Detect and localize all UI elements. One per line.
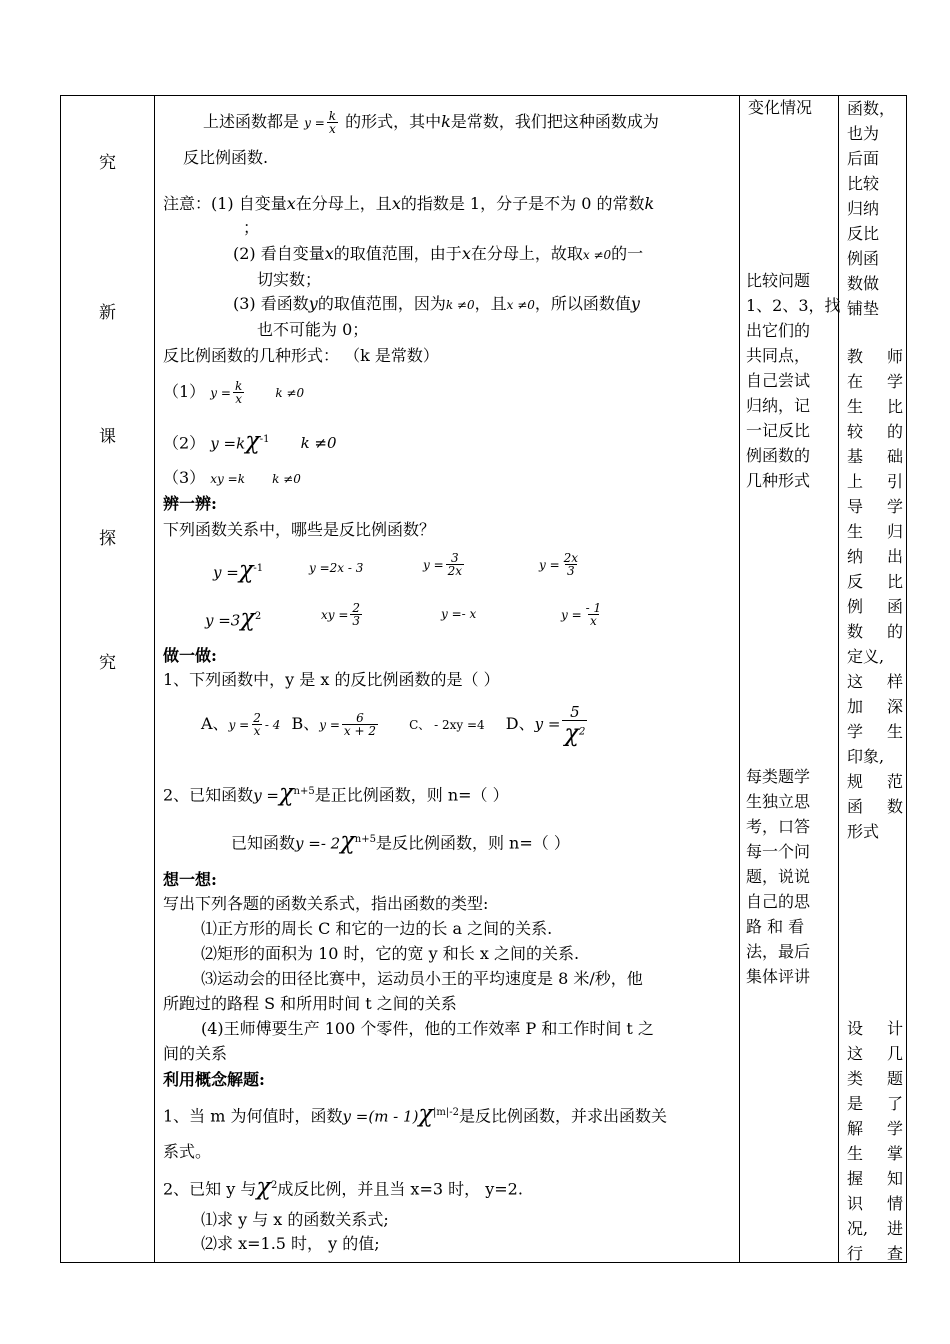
text-fragment: x [286, 194, 296, 213]
intro-line [203, 106, 659, 139]
text-fragment: 在分母上，故取 [470, 244, 583, 263]
text-fragment: 函数， [847, 99, 896, 118]
text-fragment: |m|-2 [432, 1107, 459, 1118]
text-fragment: B、 [291, 714, 320, 733]
text-fragment: 生 [847, 397, 864, 416]
text-fragment: （1） [163, 382, 206, 401]
text-fragment: 的取值范围，由于 [333, 244, 462, 263]
text-fragment: 进 [886, 1219, 903, 1238]
bian-expr-1 [213, 554, 263, 587]
justified-line [847, 444, 903, 469]
justified-line [847, 1191, 903, 1216]
text-fragment: 这 [847, 672, 864, 691]
section-char: 新 [99, 303, 116, 323]
text-fragment: y =- 2 [295, 834, 341, 853]
justified-line [847, 369, 903, 394]
heading-bianyibian: 辨一辨: [163, 494, 217, 513]
text-fragment: 几 [886, 1044, 903, 1063]
note-2-line-2: 切实数； [257, 270, 322, 289]
option-c: C、 - 2xy =4 [409, 718, 485, 732]
text-fragment: 2 [253, 711, 261, 725]
bian-expr-3 [423, 548, 466, 581]
text-fragment: 了 [886, 1094, 903, 1113]
text-fragment: 识 [847, 1194, 864, 1213]
fraction [584, 602, 604, 627]
text-fragment: 情 [886, 1194, 903, 1213]
text-fragment: -1 [253, 563, 264, 574]
text-fragment: n+5 [354, 834, 376, 845]
text-fragment: 数做 [847, 274, 880, 293]
text-fragment: 3 [567, 564, 575, 578]
text-fragment: 是正比例函数，则 n=（ ） [314, 785, 509, 805]
text-fragment: 自己尝试 [746, 371, 811, 390]
text-fragment: 归纳，记 [746, 396, 811, 415]
form-3 [163, 468, 301, 489]
text-fragment: 生 [847, 522, 864, 541]
justified-line [847, 469, 903, 494]
heading-xiangyixiang: 想一想: [163, 870, 217, 889]
text-fragment: y = [253, 786, 279, 805]
option-d [505, 702, 590, 747]
text-fragment: y =(m - 1) [342, 1107, 419, 1126]
justified-line [847, 719, 903, 744]
fraction [350, 602, 362, 627]
text-fragment: （3） [163, 468, 206, 487]
text-fragment: 例函 [847, 249, 880, 268]
justified-line [847, 544, 903, 569]
text-fragment: 2 [578, 726, 586, 738]
justified-line [847, 1116, 903, 1141]
text-fragment: χ [279, 778, 294, 807]
text-fragment: - 4 [264, 718, 281, 732]
justified-line [847, 1041, 903, 1066]
text-fragment: 学 [886, 1119, 903, 1138]
xiang-question: 写出下列各题的函数关系式，指出函数的类型: [163, 894, 489, 913]
text-fragment: x ≠0 [506, 298, 535, 312]
text-fragment: 2、已知函数 [163, 785, 254, 805]
text-fragment: 函 [886, 597, 903, 616]
text-fragment: 是 [847, 1094, 864, 1113]
text-fragment: 法，最后 [746, 942, 811, 961]
text-fragment: y =3 [205, 611, 241, 630]
note-1 [163, 194, 654, 214]
text-fragment: 注意：(1) 自变量 [163, 194, 287, 213]
text-fragment: 是反比例函数，则 n=（ ） [375, 833, 570, 853]
text-fragment: 成反比例，并且当 x=3 时， y=2. [277, 1179, 523, 1199]
justified-line [847, 1091, 903, 1116]
text-fragment: 的 [886, 422, 903, 441]
text-fragment: -1 [259, 434, 270, 445]
text-fragment: y = [319, 718, 340, 732]
text-fragment: k [234, 379, 243, 393]
justified-line [847, 419, 903, 444]
text-fragment: 加 [847, 697, 864, 716]
text-fragment: 3 [352, 614, 361, 628]
text-fragment: χ [245, 426, 260, 455]
text-fragment: 解 [847, 1119, 864, 1138]
text-fragment: 行 [847, 1244, 864, 1263]
text-fragment: 归 [886, 522, 903, 541]
heading-liyong: 利用概念解题: [163, 1070, 265, 1089]
text-fragment: 每类题学 [746, 767, 811, 786]
text-fragment: 掌 [886, 1144, 903, 1163]
bian-expr-7: y =- x [441, 607, 477, 621]
forms-title: 反比例函数的几种形式： （k 是常数） [163, 346, 439, 365]
text-fragment: 学 [886, 497, 903, 516]
text-fragment: k ≠0 [272, 472, 301, 486]
text-fragment: （2） [163, 433, 206, 453]
text-fragment: x [391, 194, 401, 213]
xiang-item-1: ⑴正方形的周长 C 和它的一边的长 a 之间的关系. [201, 919, 553, 938]
text-fragment: x [235, 392, 242, 406]
justified-line [847, 619, 903, 644]
justified-line [847, 494, 903, 519]
justified-line [847, 519, 903, 544]
text-fragment: 深 [886, 697, 903, 716]
text-fragment: k [441, 112, 451, 131]
text-fragment: 比较问题 [746, 271, 811, 290]
text-fragment: 的指数是 1，分子是不为 0 的常数 [400, 194, 645, 213]
text-fragment: 6 [356, 711, 364, 725]
text-fragment: 查 [886, 1244, 903, 1263]
justified-line [847, 694, 903, 719]
question-3 [231, 826, 570, 857]
fraction [327, 110, 338, 135]
text-fragment: 的形式，其中 [345, 112, 442, 131]
text-fragment: 例函数的 [746, 446, 811, 465]
text-fragment: 定义, [847, 647, 885, 666]
section-char: 究 [99, 653, 116, 673]
design-intent-column [839, 96, 906, 1262]
text-fragment: y = [423, 558, 444, 572]
text-fragment: 导 [847, 497, 864, 516]
fraction [562, 702, 587, 747]
bian-expr-2: y =2x - 3 [309, 561, 364, 575]
text-fragment: 础 [886, 447, 903, 466]
text-fragment: χ [240, 603, 255, 632]
text-fragment: 2 [352, 601, 361, 615]
text-fragment: 函 [847, 797, 864, 816]
text-fragment: 2x [563, 551, 579, 565]
text-fragment: y = [210, 386, 231, 400]
section-char: 探 [99, 529, 116, 549]
main-content-column [155, 96, 739, 1262]
text-fragment: 题，说说 [746, 867, 811, 886]
text-fragment: 反比 [847, 224, 880, 243]
xiang-item-2: ⑵矩形的面积为 10 时，它的宽 y 和长 x 之间的关系. [201, 944, 580, 963]
intent-low [847, 1016, 903, 1266]
option-a [201, 711, 281, 738]
text-fragment: y = [228, 718, 250, 732]
question-1-options [201, 704, 589, 745]
note-3 [233, 294, 640, 315]
text-fragment: 较 [847, 422, 864, 441]
text-fragment: 题 [886, 1069, 903, 1088]
justified-line [847, 1241, 903, 1266]
justified-line [847, 644, 903, 669]
heading-zuoyizuo: 做一做: [163, 646, 217, 665]
text-fragment: xy =k [210, 472, 245, 486]
fraction [562, 552, 580, 577]
text-fragment: k [328, 109, 337, 123]
liyong-1-line-2: 系式。 [163, 1142, 212, 1161]
text-fragment: y [630, 294, 640, 313]
text-fragment: 后面 [847, 149, 880, 168]
liyong-2 [163, 1170, 523, 1205]
text-fragment: 2、已知 y 与 [163, 1179, 257, 1199]
text-fragment: 计 [886, 1019, 903, 1038]
xiang-item-3: ⑶运动会的田径比赛中，运动员小王的平均速度是 8 米/秒，他 [201, 969, 643, 988]
justified-line [847, 819, 903, 844]
text-fragment: 已知函数 [231, 833, 296, 853]
activity-top: 变化情况 [748, 98, 813, 117]
justified-line [847, 1066, 903, 1091]
justified-line [847, 1166, 903, 1191]
text-fragment: 数 [886, 797, 903, 816]
text-fragment: 学 [886, 372, 903, 391]
activity-mid [746, 268, 841, 493]
note-3-line-2: 也不可能为 0； [257, 320, 369, 339]
text-fragment: x [329, 122, 336, 136]
text-fragment: x [253, 724, 261, 738]
section-char: 究 [99, 153, 116, 173]
bian-expr-6 [321, 598, 364, 631]
text-fragment: 知 [886, 1169, 903, 1188]
text-fragment: k ≠0 [300, 434, 337, 453]
text-fragment: 生独立思 [746, 792, 811, 811]
text-fragment: 类 [847, 1069, 864, 1088]
text-fragment: 上 [847, 472, 864, 491]
bian-expr-4 [539, 548, 582, 581]
justified-line [847, 594, 903, 619]
justified-line [847, 1016, 903, 1041]
activity-low [746, 764, 810, 989]
text-fragment: 在分母上，且 [295, 194, 392, 213]
text-fragment: 数 [847, 622, 864, 641]
student-activity-column [740, 96, 841, 1262]
text-fragment: 3 [451, 551, 459, 565]
intro-line-2: 反比例函数. [183, 148, 269, 167]
text-fragment: 自己的思 [746, 892, 811, 911]
text-fragment: x [590, 614, 597, 628]
intent-top [847, 96, 895, 321]
justified-line [847, 569, 903, 594]
question-2 [163, 778, 509, 809]
text-fragment: x [324, 244, 334, 263]
intent-mid [847, 344, 903, 844]
justified-line [847, 794, 903, 819]
xiang-item-4: (4)王师傅要生产 100 个零件，他的工作效率 P 和工作时间 t 之 [201, 1019, 654, 1038]
text-fragment: xy = [321, 608, 349, 622]
text-fragment: y = [539, 558, 560, 572]
text-fragment: y = [561, 608, 582, 622]
text-fragment: 共同点， [746, 346, 811, 365]
text-fragment: 范 [886, 772, 903, 791]
text-fragment: χ [238, 555, 254, 584]
text-fragment: 集体评讲 [746, 967, 811, 986]
text-fragment: 2 [270, 1180, 278, 1191]
fraction [446, 552, 464, 577]
bian-expr-8 [561, 598, 605, 631]
liyong-2-sub-1: ⑴求 y 与 x 的函数关系式; [201, 1210, 389, 1229]
fraction [233, 380, 244, 405]
text-fragment: (3) 看函数 [233, 294, 309, 313]
text-fragment: 比 [886, 572, 903, 591]
text-fragment: y =k [210, 434, 246, 453]
text-fragment: 每一个问 [746, 842, 811, 861]
text-fragment: 归纳 [847, 199, 880, 218]
option-b [291, 711, 380, 738]
text-fragment: 例 [847, 597, 864, 616]
text-fragment: 纳 [847, 547, 864, 566]
text-fragment: 基 [847, 447, 864, 466]
justified-line [847, 1216, 903, 1241]
text-fragment: 引 [886, 472, 903, 491]
xiang-item-4-line-2: 间的关系 [163, 1044, 228, 1063]
text-fragment: 路 和 看 [746, 917, 805, 936]
text-fragment: D、 [505, 714, 535, 733]
text-fragment: 5 [570, 702, 580, 721]
text-fragment: 上述函数都是 [203, 112, 300, 131]
text-fragment: 是常数，我们把这种函数成为 [450, 112, 659, 131]
text-fragment: 规 [847, 772, 864, 791]
text-fragment: (2) 看自变量 [233, 244, 325, 263]
text-fragment: 生 [847, 1144, 864, 1163]
text-fragment: 设 [847, 1019, 864, 1038]
text-fragment: 1、当 m 为何值时，函数 [163, 1106, 343, 1126]
text-fragment: x + 2 [343, 724, 376, 738]
text-fragment: χ [340, 826, 355, 855]
text-fragment: n+5 [293, 786, 315, 797]
justified-line [847, 1141, 903, 1166]
text-fragment: 比较 [847, 174, 880, 193]
form-1 [163, 376, 304, 409]
text-fragment: 学 [847, 722, 864, 741]
justified-line [847, 744, 903, 769]
justified-line [847, 394, 903, 419]
text-fragment: y = [304, 116, 325, 130]
text-fragment: 这 [847, 1044, 864, 1063]
text-fragment: k ≠0 [445, 298, 475, 312]
text-fragment: 是反比例函数，并求出函数关 [458, 1106, 667, 1126]
fraction [251, 712, 263, 737]
text-fragment: 2x [447, 564, 463, 578]
section-char: 课 [99, 427, 116, 447]
xiang-item-3-line-2: 所跑过的路程 S 和所用时间 t 之间的关系 [163, 994, 457, 1013]
fraction [342, 712, 378, 737]
text-fragment: 1、2、3，找 [746, 296, 841, 315]
question-1: 1、下列函数中，y 是 x 的反比例函数的是（ ） [163, 670, 500, 689]
text-fragment: 铺垫 [847, 299, 880, 318]
text-fragment: y = [534, 715, 561, 733]
text-fragment: 印象, [847, 747, 885, 766]
liyong-1 [163, 1096, 667, 1133]
text-fragment: 的 [886, 622, 903, 641]
text-fragment: x ≠0 [582, 248, 612, 262]
text-fragment: 考，口答 [746, 817, 811, 836]
text-fragment: x [461, 244, 471, 263]
text-fragment: 出 [886, 547, 903, 566]
note-1-semicolon: ； [243, 218, 260, 237]
text-fragment: 出它们的 [746, 321, 811, 340]
text-fragment: χ [256, 1172, 271, 1201]
text-fragment: 也为 [847, 124, 880, 143]
text-fragment: ，所以函数值 [534, 294, 631, 313]
text-fragment: 2 [254, 611, 262, 622]
text-fragment: 形式 [847, 822, 880, 841]
section-label-column [61, 96, 154, 1262]
text-fragment: χ [418, 1099, 433, 1128]
text-fragment: k ≠0 [275, 386, 305, 400]
text-fragment: 几种形式 [746, 471, 811, 490]
note-2 [233, 244, 643, 265]
justified-line [847, 669, 903, 694]
text-fragment: 师 [886, 347, 903, 366]
text-fragment: χ [564, 718, 579, 747]
justified-line [847, 344, 903, 369]
text-fragment: k [644, 194, 655, 213]
text-fragment: 反 [847, 572, 864, 591]
text-fragment: y = [213, 563, 239, 582]
text-fragment: 在 [847, 372, 864, 391]
text-fragment: 的一 [611, 244, 644, 263]
text-fragment: 样 [886, 672, 903, 691]
liyong-2-sub-2: ⑵求 x=1.5 时， y 的值; [201, 1234, 380, 1253]
text-fragment: y [308, 294, 318, 313]
text-fragment: A、 [201, 714, 229, 733]
bian-expr-5 [205, 602, 261, 635]
bian-question: 下列函数关系中，哪些是反比例函数？ [163, 520, 436, 539]
text-fragment: 的取值范围，因为 [317, 294, 446, 313]
text-fragment: ，且 [474, 294, 507, 313]
text-fragment: 握 [847, 1169, 864, 1188]
form-2 [163, 426, 337, 457]
text-fragment: 教 [847, 347, 864, 366]
text-fragment: 比 [886, 397, 903, 416]
text-fragment: - 1 [585, 601, 602, 615]
justified-line [847, 769, 903, 794]
text-fragment: 况, [847, 1219, 869, 1238]
text-fragment: 一记反比 [746, 421, 811, 440]
text-fragment: 生 [886, 722, 903, 741]
